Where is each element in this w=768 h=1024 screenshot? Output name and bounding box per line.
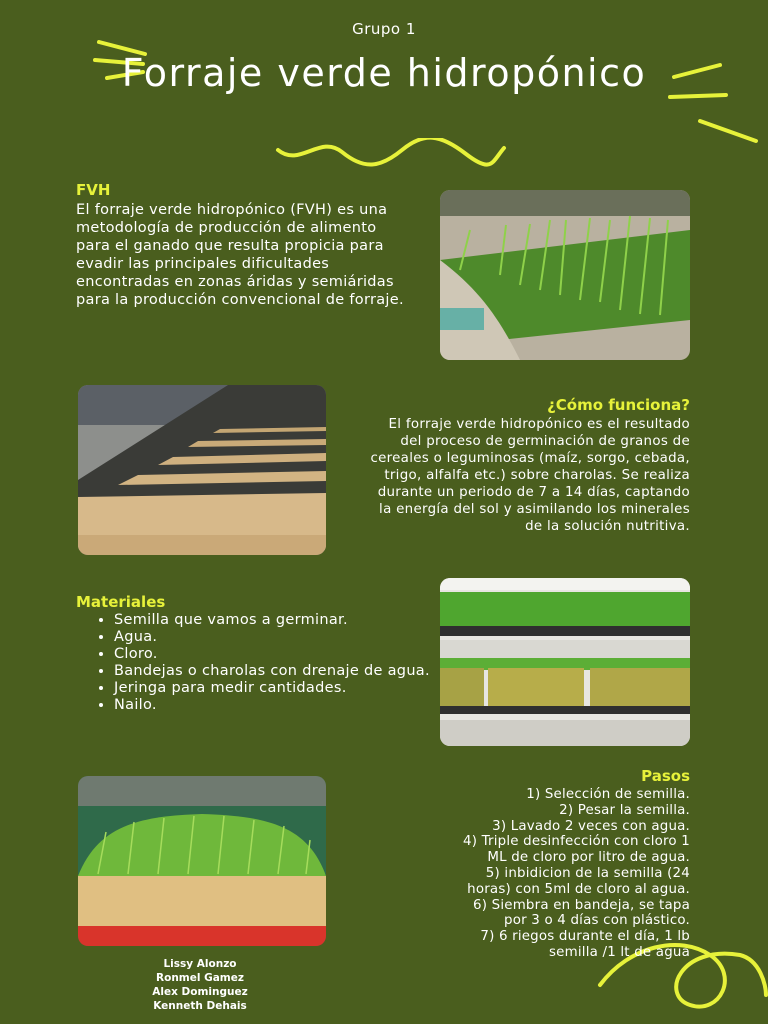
pasos-line: 1) Selección de semilla. [526,787,690,802]
pasos-line: semilla /1 lt de agua [549,944,690,960]
pasos-line: 4) Triple desinfección con cloro 1 [463,834,690,850]
squiggle-underline-decoration [270,138,510,172]
greenhouse-trays-photo [440,578,690,746]
pasos-line: 3) Lavado 2 veces con agua. [492,818,690,834]
pasos-line: 6) Siembra en bandeja, se tapa [473,897,690,913]
pasos-line: ML de cloro por litro de agua. [487,850,690,866]
pasos-line: horas) con 5ml de cloro al agua. [467,881,690,897]
sprout-mat-photo [78,776,326,946]
materiales-heading: Materiales [76,593,166,611]
sparkle-lines-decoration-right [660,55,768,185]
credit-name: Kenneth Dehais [153,1000,247,1012]
pasos-line: por 3 o 4 días con plástico. [504,913,690,929]
como-text: El forraje verde hidropónico es el resultado del proceso de germinación de granos de cereales o leguminosas (maíz, sorgo, cebada, trigo, alfalfa etc.) sobre charolas. Se realiza durante un periodo de 7 a 14 días, captando la energía del sol y asimilando los minerales de la solución nutritiva. [370,417,690,534]
materiales-list [76,612,444,714]
pasos-line: 2) Pesar la semilla. [559,802,690,818]
materiales-item: • Jeringa para medir cantidades. [114,680,444,697]
como-heading: ¿Cómo funciona? [547,396,690,414]
credit-name: Alex Dominguez [152,986,248,998]
credit-name: Ronmel Gamez [156,972,244,984]
credit-name: Lissy Alonzo [163,958,237,970]
materiales-item: • Agua. [114,629,444,646]
materiales-item: • Nailo. [114,697,444,714]
pasos-heading: Pasos [641,767,690,785]
pasos-list [360,787,690,961]
seed-trays-photo [78,385,326,555]
fvh-heading: FVH [76,181,111,199]
group-label: Grupo 1 [352,20,416,38]
credits [100,957,300,1013]
pasos-line: 7) 6 riegos durante el día, 1 lb [480,929,690,945]
materiales-item: • Semilla que vamos a germinar. [114,612,444,629]
page-title: Forraje verde hidropónico [121,51,647,95]
fvh-text: El forraje verde hidropónico (FVH) es una metodología de producción de alimento para el ganado que resulta propicia para evadir las principales dificultades encontradas en zonas áridas y semiáridas para la producción convencional de forraje. [76,202,404,308]
pasos-line: 5) inbidicion de la semilla (24 [485,865,690,881]
materiales-item: • Cloro. [114,646,444,663]
grass-sprouts-photo [440,190,690,360]
materiales-item: • Bandejas o charolas con drenaje de agua. [114,663,444,680]
